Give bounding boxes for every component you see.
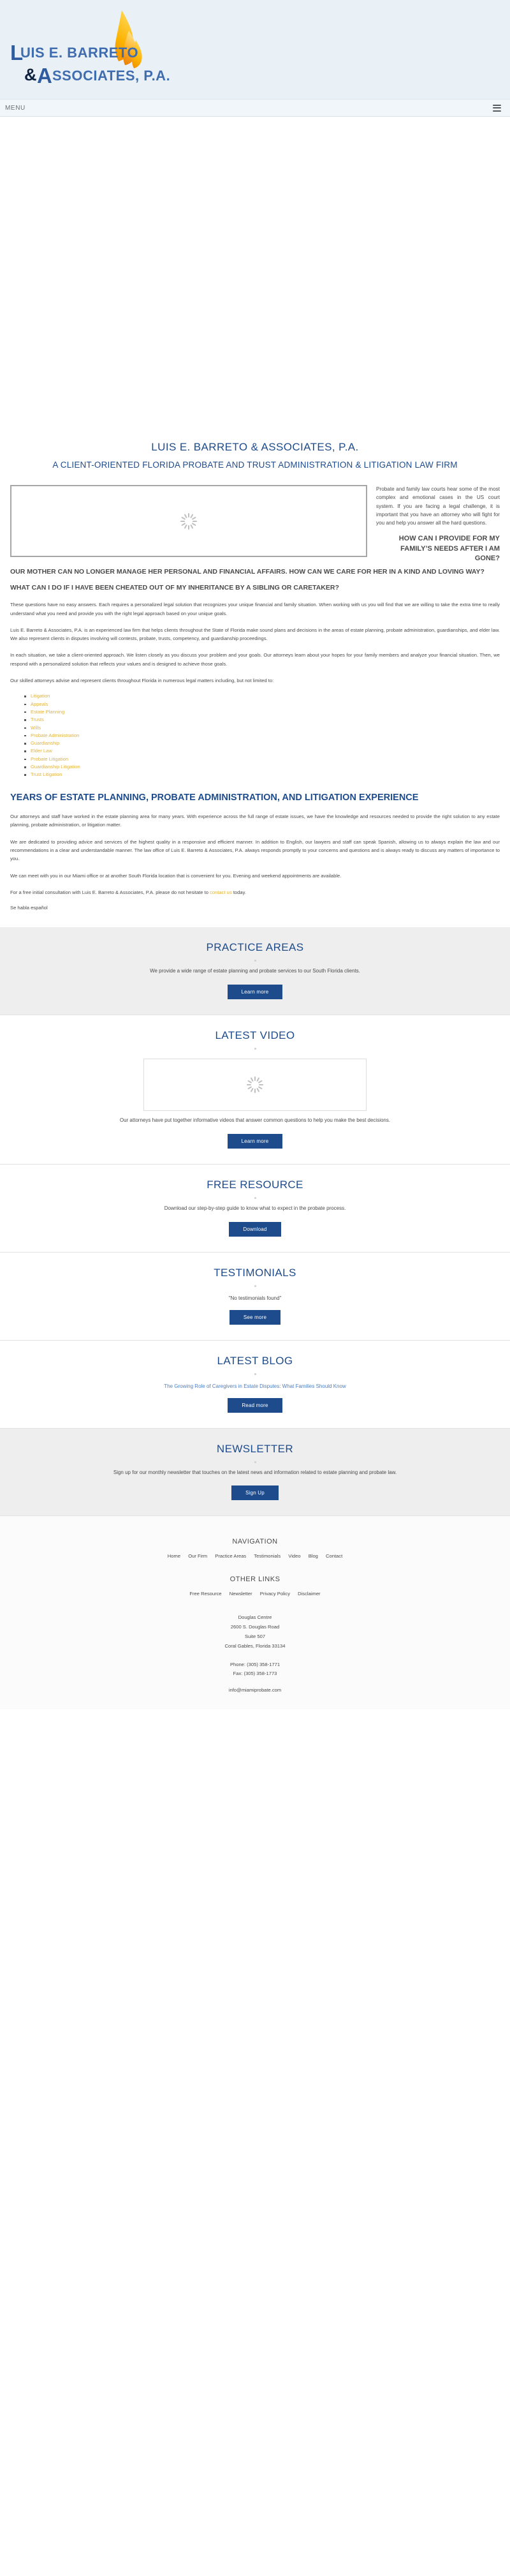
- svg-text:L: L: [10, 41, 24, 64]
- practice-area-link[interactable]: Estate Planning: [31, 708, 65, 715]
- main-content: [0, 471, 510, 911]
- body-paragraph-1: These questions have no easy answers. Each requires a personalized legal solution that recognizes your unique financial and family situation. When working with us you will find that we are willing to take the extra time to really understand what you need and provide you with the right legal approach based on your unique goals.: [10, 602, 500, 616]
- intro-sidebar-paragraph: Probate and family law courts hear some of the most complex and emotional cases in the US court system. If you are facing a legal challenge, it is important that you have an attorney who will fight for you and help you answer all the hard questions.: [376, 486, 500, 526]
- testimonials-see-more-button[interactable]: See more: [229, 1310, 280, 1325]
- footer-link-contact[interactable]: Contact: [326, 1553, 343, 1560]
- list-item[interactable]: [24, 747, 500, 755]
- video-placeholder[interactable]: [143, 1059, 367, 1111]
- footer-navigation-heading: NAVIGATION: [232, 1538, 278, 1546]
- body-paragraph-3: In each situation, we take a client-oriented approach. We listen closely as you discuss your problem and your goals. Our attorneys learn about your hopes for your family members and analyze your financial situation. Then, we respond with a personalized solution that reflects your values and is designed to achieve those goals.: [10, 652, 500, 667]
- latest-blog-post-link[interactable]: The Growing Role of Caregivers in Estate Disputes: What Families Should Know: [164, 1383, 346, 1389]
- footer-other-links: [10, 1591, 500, 1597]
- experience-paragraph-3: We can meet with you in our Miami office or at another South Florida location that is convenient for you. Evening and weekend appointments are available.: [10, 872, 342, 879]
- practice-area-link[interactable]: Probate Litigation: [31, 756, 69, 762]
- practice-area-link[interactable]: Guardianship Litigation: [31, 764, 80, 770]
- footer-link-testimonials[interactable]: Testimonials: [254, 1553, 281, 1560]
- consultation-prefix: For a free initial consultation with Luis E. Barreto & Associates, P.A. please do not hesitate to: [10, 889, 210, 895]
- spanish-note: Se habla español: [10, 905, 48, 911]
- hamburger-icon[interactable]: [493, 105, 501, 112]
- page-title-block: [0, 436, 510, 471]
- loading-spinner-icon: [247, 1076, 263, 1093]
- footer-link-practice-areas[interactable]: Practice Areas: [215, 1553, 247, 1560]
- free-resource-description: Download our step-by-step guide to know what to expect in the probate process.: [164, 1205, 346, 1211]
- footer-link-newsletter[interactable]: Newsletter: [229, 1591, 252, 1597]
- intro-row: [10, 485, 500, 563]
- practice-area-link-list: [24, 692, 500, 778]
- body-paragraph-2: Luis E. Barreto & Associates, P.A. is an experienced law firm that helps clients throughout the State of Florida make sound plans and decisions in the areas of estate planning, probate administration, guardianships, and elder law. We also represent clients in disputes involving will contests, probate, trusts, competency, and guardianship proceedings.: [10, 627, 500, 642]
- experience-paragraph-1: Our attorneys and staff have worked in the estate planning area for many years. With experience across the full range of estate issues, we have the knowledge and resources needed to provide the right solution to any estate planning, probate administration, or litigation matter.: [10, 814, 500, 828]
- latest-video-description: Our attorneys have put together informative videos that answer common questions to help you make the best decisions.: [119, 1117, 391, 1123]
- body-paragraph-4: Our skilled attorneys advise and represent clients throughout Florida in numerous legal matters including, but not limited to:: [10, 678, 274, 684]
- free-resource-download-button[interactable]: Download: [229, 1222, 280, 1237]
- footer-phone[interactable]: Phone: (305) 358-1771: [229, 1661, 280, 1667]
- address-line-2: 2600 S. Douglas Road: [230, 1624, 280, 1630]
- latest-video-learn-more-button[interactable]: Learn more: [228, 1134, 283, 1149]
- list-item[interactable]: [24, 740, 500, 747]
- section-newsletter: [0, 1429, 510, 1516]
- section-testimonials: [0, 1253, 510, 1340]
- address-line-3: Suite 507: [244, 1633, 266, 1639]
- divider-dot-icon: [254, 960, 256, 962]
- footer-address: [10, 1613, 500, 1651]
- experience-heading: YEARS OF ESTATE PLANNING, PROBATE ADMINISTRATION, AND LITIGATION EXPERIENCE: [10, 792, 419, 803]
- practice-area-link[interactable]: Trust Litigation: [31, 771, 62, 778]
- newsletter-title: NEWSLETTER: [216, 1442, 294, 1455]
- page-title: LUIS E. BARRETO & ASSOCIATES, P.A.: [151, 441, 359, 453]
- footer-email-line: [10, 1687, 500, 1693]
- divider-dot-icon: [254, 1197, 256, 1199]
- footer-link-video[interactable]: Video: [288, 1553, 301, 1560]
- hero-media-placeholder: [10, 485, 367, 557]
- latest-blog-read-more-button[interactable]: Read more: [228, 1398, 282, 1413]
- question-heading-2: WHAT CAN I DO IF I HAVE BEEN CHEATED OUT OF MY INHERITANCE BY A SIBLING OR CARETAKER?: [10, 583, 339, 592]
- practice-area-link[interactable]: Wills: [31, 724, 41, 731]
- footer-fax: Fax: (305) 358-1773: [233, 1670, 277, 1676]
- free-resource-title: FREE RESOURCE: [207, 1178, 303, 1191]
- site-header: [0, 0, 510, 99]
- svg-text:A: A: [37, 64, 52, 87]
- hero-banner-area: [0, 117, 510, 436]
- intro-sidebar: [376, 485, 500, 563]
- section-practice-areas: [0, 927, 510, 1015]
- practice-area-link[interactable]: Trusts: [31, 717, 44, 723]
- contact-us-link[interactable]: contact us: [210, 889, 232, 895]
- practice-area-link[interactable]: Guardianship: [31, 740, 60, 747]
- svg-text:UIS E. BARRETO: UIS E. BARRETO: [20, 45, 139, 61]
- site-logo[interactable]: [6, 5, 198, 94]
- practice-area-link[interactable]: Litigation: [31, 693, 50, 699]
- footer-link-our-firm[interactable]: Our Firm: [188, 1553, 208, 1560]
- footer-contact-numbers: [10, 1660, 500, 1678]
- practice-areas-description: We provide a wide range of estate planning and probate services to our South Florida clients.: [150, 968, 360, 974]
- mobile-menu-bar[interactable]: [0, 99, 510, 117]
- divider-dot-icon: [254, 1048, 256, 1050]
- list-item[interactable]: [24, 771, 500, 778]
- list-item[interactable]: [24, 708, 500, 716]
- page-subtitle: A CLIENT-ORIENTED FLORIDA PROBATE AND TRUST ADMINISTRATION & LITIGATION LAW FIRM: [52, 459, 458, 470]
- address-line-1: Douglas Centre: [238, 1614, 272, 1621]
- site-footer: [0, 1516, 510, 1709]
- intro-sidebar-heading: HOW CAN I PROVIDE FOR MY FAMILY’S NEEDS AFTER I AM GONE?: [398, 535, 500, 562]
- section-latest-blog: [0, 1341, 510, 1428]
- consultation-paragraph: [10, 888, 500, 897]
- testimonials-title: TESTIMONIALS: [214, 1266, 296, 1279]
- section-free-resource: [0, 1165, 510, 1252]
- question-heading-1: OUR MOTHER CAN NO LONGER MANAGE HER PERSONAL AND FINANCIAL AFFAIRS. HOW CAN WE CARE FOR HER IN A KIND AND LOVING WAY?: [10, 567, 484, 576]
- newsletter-signup-button[interactable]: Sign Up: [231, 1485, 279, 1500]
- footer-navigation-links: [10, 1553, 500, 1559]
- loading-spinner-icon: [180, 513, 197, 530]
- experience-paragraph-2: We are dedicated to providing advice and services of the highest quality in a responsive and efficient manner. In addition to English, our lawyers and staff can speak Spanish, allowing us to always explain the law and our recommendations in a clear and understandable manner. The law office of Luis E. Barreto & Associates, P.A. always responds promptly to your concerns and questions and is always ready to discuss any matters of importance to you.: [10, 838, 500, 862]
- footer-other-links-heading: OTHER LINKS: [229, 1575, 280, 1584]
- practice-area-link[interactable]: Probate Administration: [31, 732, 80, 738]
- menu-label: MENU: [5, 104, 26, 112]
- newsletter-description: Sign up for our monthly newsletter that touches on the latest news and information related to estate planning and probate law.: [113, 1469, 397, 1475]
- latest-blog-title: LATEST BLOG: [217, 1354, 293, 1367]
- svg-text:SSOCIATES, P.A.: SSOCIATES, P.A.: [52, 68, 171, 84]
- practice-area-link[interactable]: Elder Law: [31, 748, 52, 754]
- practice-areas-title: PRACTICE AREAS: [206, 941, 304, 954]
- logo-graphic: [6, 5, 198, 94]
- footer-link-blog[interactable]: Blog: [308, 1553, 318, 1560]
- footer-link-disclaimer[interactable]: Disclaimer: [298, 1591, 321, 1597]
- testimonials-empty-message: "No testimonials found": [228, 1295, 282, 1301]
- footer-link-home[interactable]: Home: [167, 1553, 181, 1560]
- practice-area-link[interactable]: Appeals: [31, 701, 48, 707]
- svg-text:&: &: [24, 65, 37, 84]
- list-item[interactable]: [24, 724, 500, 732]
- divider-dot-icon: [254, 1461, 256, 1463]
- section-latest-video: [0, 1015, 510, 1164]
- list-item[interactable]: [24, 763, 500, 771]
- list-item[interactable]: [24, 716, 500, 724]
- consultation-suffix: today.: [231, 889, 246, 895]
- list-item[interactable]: [24, 692, 500, 700]
- latest-video-title: LATEST VIDEO: [215, 1029, 295, 1041]
- footer-link-privacy-policy[interactable]: Privacy Policy: [259, 1591, 291, 1597]
- divider-dot-icon: [254, 1373, 256, 1375]
- footer-email-link[interactable]: info@miamiprobate.com: [228, 1686, 282, 1693]
- list-item[interactable]: [24, 732, 500, 740]
- footer-link-free-resource[interactable]: Free Resource: [189, 1591, 222, 1597]
- list-item[interactable]: [24, 701, 500, 708]
- divider-dot-icon: [254, 1285, 256, 1287]
- address-line-4: Coral Gables, Florida 33134: [224, 1642, 286, 1649]
- list-item[interactable]: [24, 756, 500, 763]
- practice-areas-learn-more-button[interactable]: Learn more: [228, 985, 283, 999]
